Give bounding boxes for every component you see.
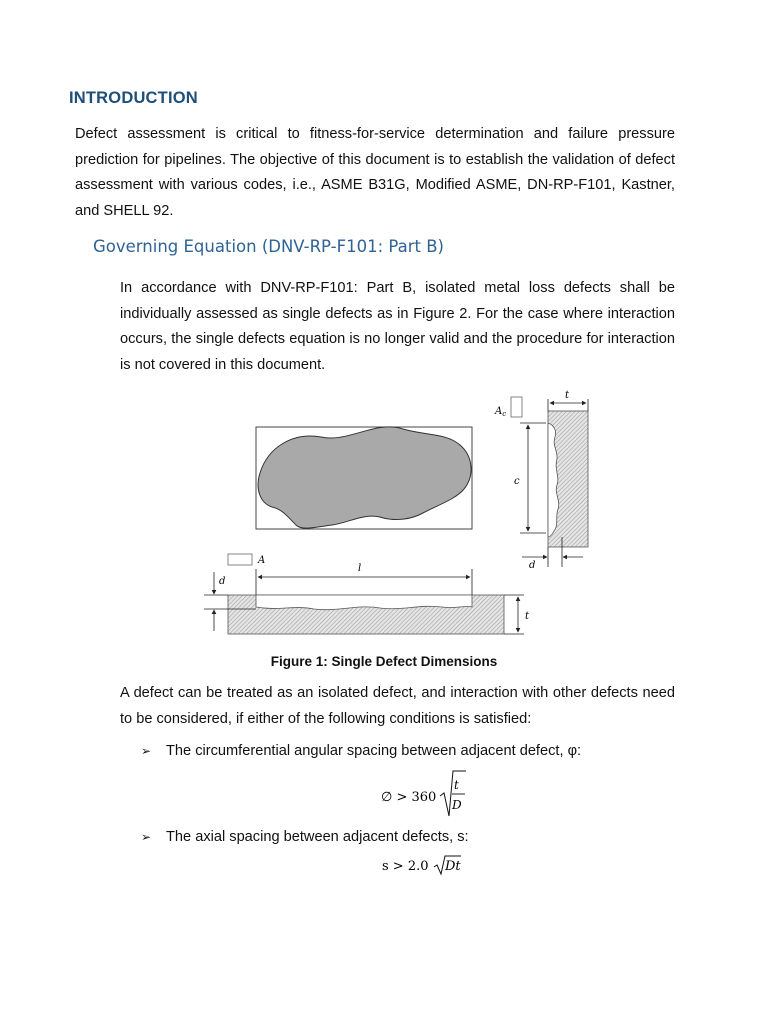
bullet-circumferential	[141, 741, 581, 761]
label-l: l	[358, 563, 362, 574]
eq1-denominator: D	[452, 798, 462, 812]
bullet-axial	[141, 827, 469, 847]
governing-equation-heading: Governing Equation (DNV-RP-F101: Part B)	[93, 237, 444, 256]
governing-paragraph: In accordance with DNV-RP-F101: Part B, isolated metal loss defects shall be individually assessed as single defects as in Figure 2. For the case where interaction occurs, the single defects equation is no longer valid and the procedure for interaction is not covered in this document.	[120, 280, 675, 373]
eq1-lhs: ∅ > 360	[381, 790, 437, 805]
label-d-right: d	[529, 560, 536, 571]
label-ac: $A_c$	[495, 406, 507, 418]
eq1-numerator: t	[454, 778, 459, 792]
figure-caption: Figure 1: Single Defect Dimensions	[270, 654, 498, 669]
arrow-bullet-icon: ➢	[141, 830, 152, 844]
introduction-heading: INTRODUCTION	[69, 89, 198, 107]
arrow-bullet-icon: ➢	[141, 744, 152, 758]
eq2-lhs: s > 2.0	[382, 859, 429, 874]
single-defect-figure	[198, 385, 593, 640]
label-t-top: t	[565, 390, 570, 401]
eq2-radicand: Dt	[445, 859, 461, 874]
equation-axial	[380, 853, 462, 877]
label-t-bottom: t	[525, 611, 530, 622]
label-a: A	[258, 555, 266, 566]
label-d-left: d	[219, 576, 226, 587]
legend-box-ac	[511, 397, 522, 417]
introduction-paragraph: Defect assessment is critical to fitness-for-service determination and failure pressure prediction for pipelines. The objective of this document is to establish the validation of defect assessment with various codes, i.e., ASME B31G, Modified ASME, DN-RP-F101, Kastner, and SHELL 92.	[75, 126, 675, 219]
bullet-text: The circumferential angular spacing between adjacent defect, φ:	[166, 743, 582, 759]
label-c: c	[514, 476, 520, 487]
conditions-paragraph: A defect can be treated as an isolated defect, and interaction with other defects need to be considered, if either of the following conditions is satisfied:	[120, 685, 675, 727]
legend-box-a	[228, 554, 252, 565]
bullet-text: The axial spacing between adjacent defects, s:	[166, 829, 469, 845]
equation-circumferential	[378, 766, 468, 822]
